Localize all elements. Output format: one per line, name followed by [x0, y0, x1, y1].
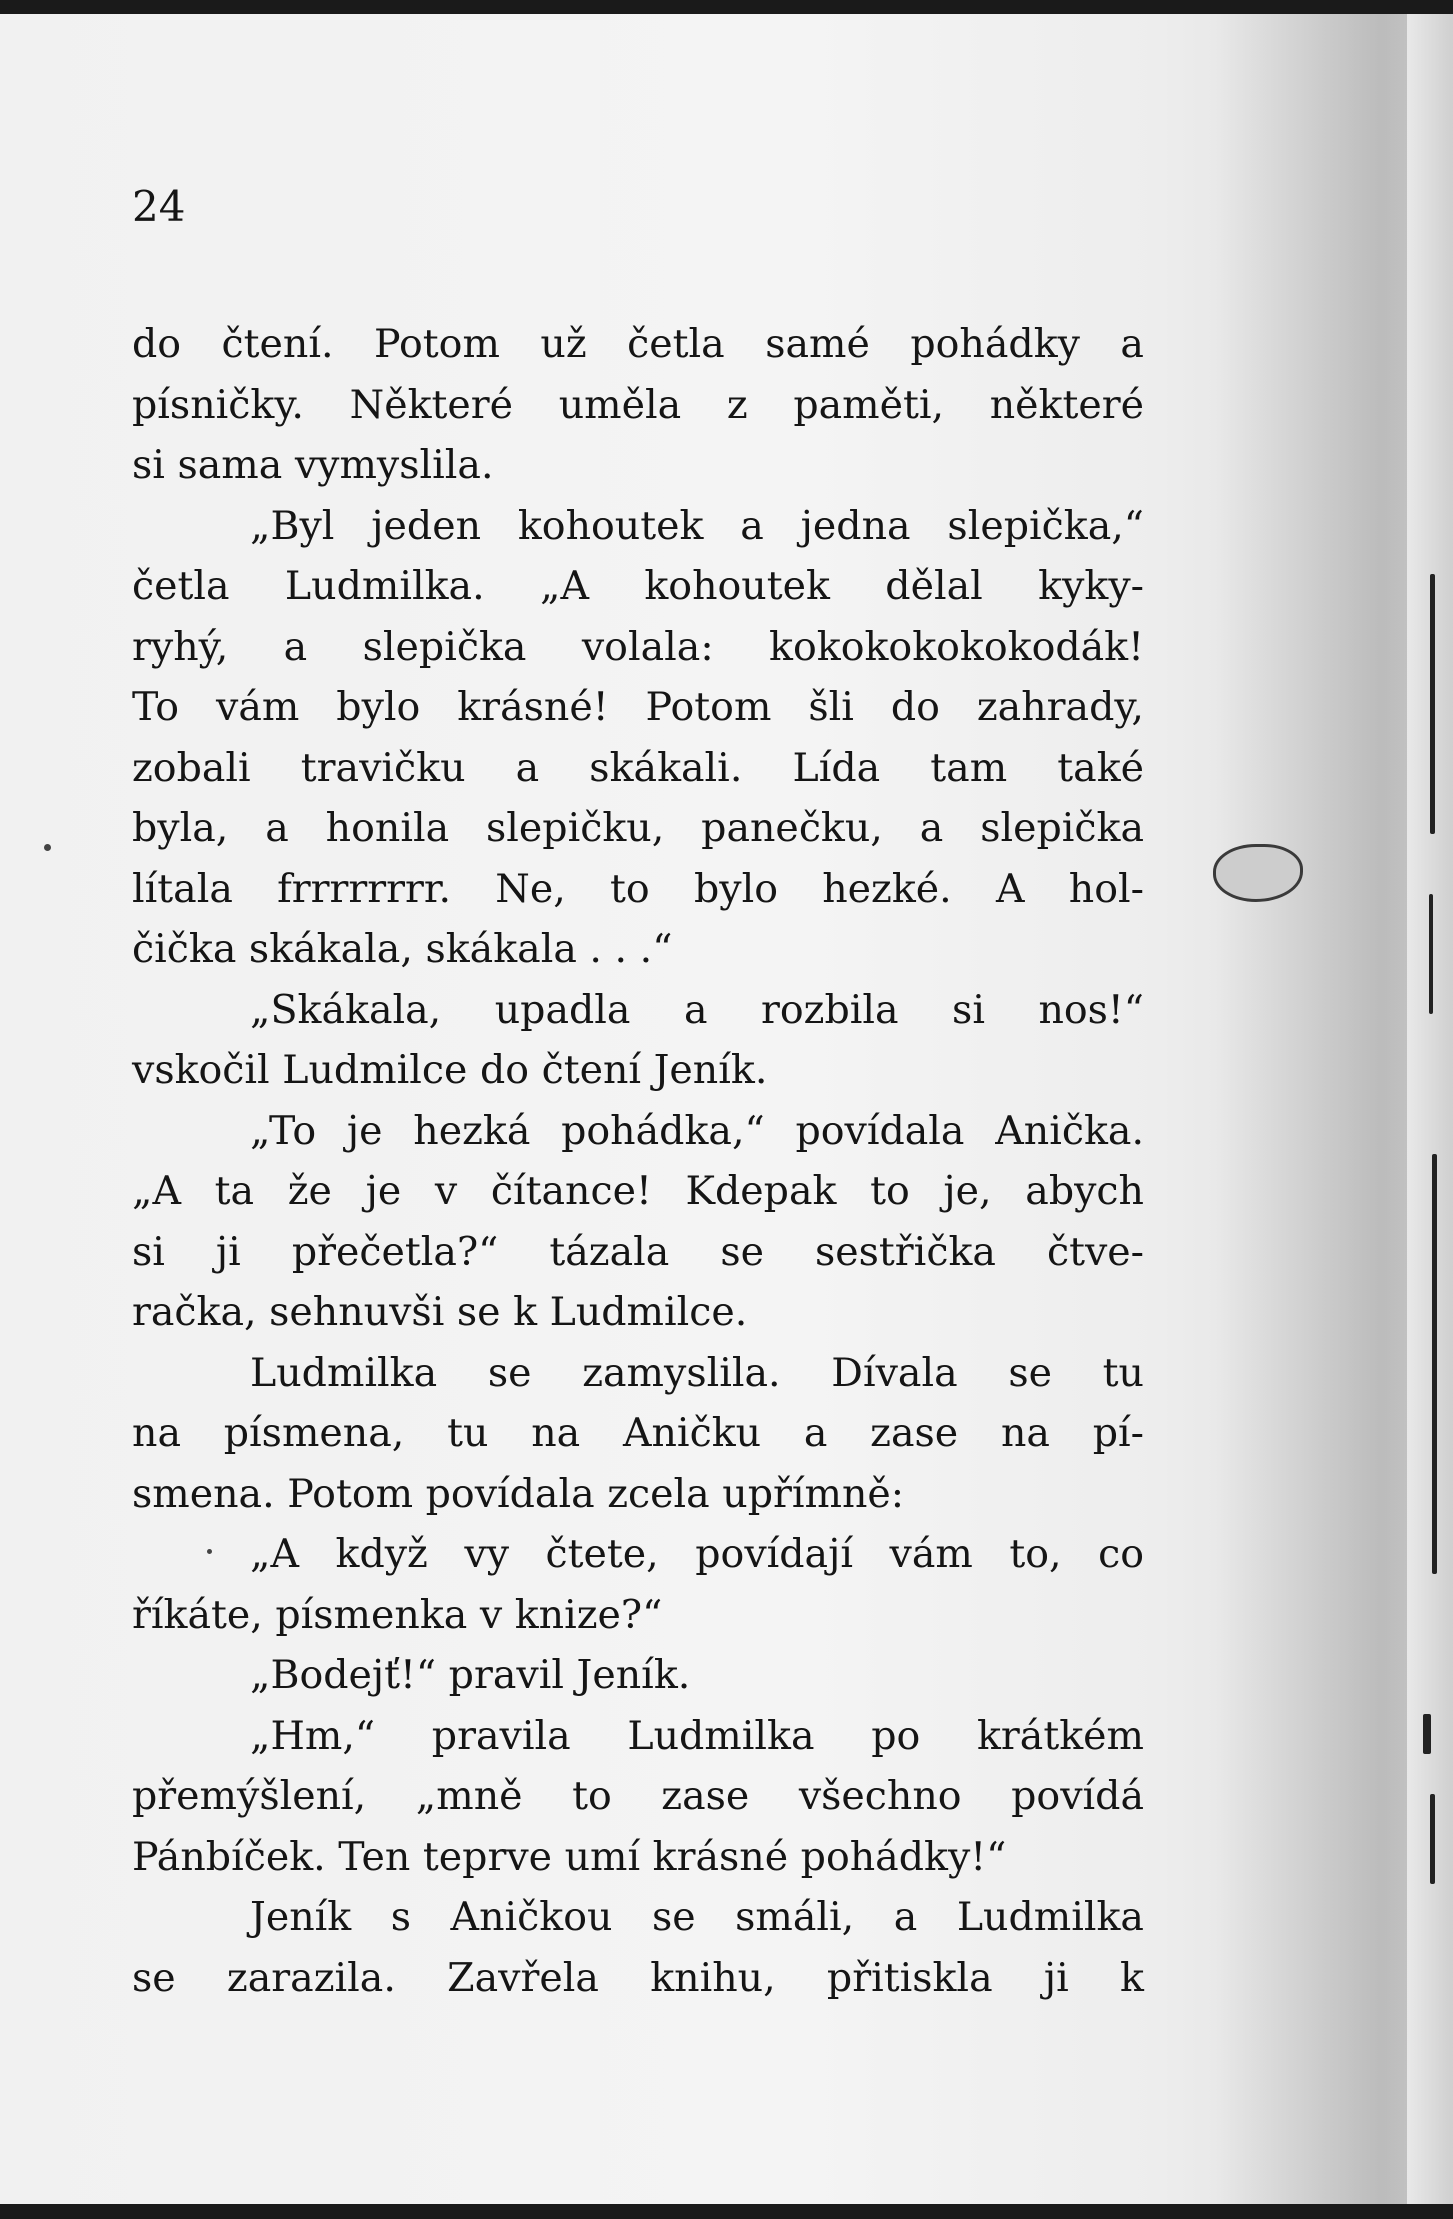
text-line: „Byl jeden kohoutek a jedna slepička,“ [250, 502, 1144, 549]
body-text [132, 314, 1144, 2008]
text-line: zobali travičku a skákali. Lída tam také [132, 744, 1144, 791]
text-line: Pánbíček. Ten teprve umí krásné pohádky!“ [132, 1833, 1007, 1880]
edge-mark [1430, 1794, 1435, 1884]
text-line: byla, a honila slepičku, panečku, a slepička [132, 805, 1144, 851]
text-line: přemýšlení, „mně to zase všechno povídá [132, 1773, 1144, 1819]
text-line: Jeník s Aničkou se smáli, a Ludmilka [250, 1894, 1144, 1940]
text-line: „Bodejť!“ pravil Jeník. [250, 1652, 691, 1698]
text-line: si ji přečetla?“ tázala se sestřička čtve- [132, 1228, 1144, 1275]
text-line: písničky. Některé uměla z paměti, některé [132, 381, 1144, 428]
edge-mark [1430, 574, 1435, 834]
text-line: na písmena, tu na Aničku a zase na pí- [132, 1410, 1144, 1456]
text-line: smena. Potom povídala zcela upřímně: [132, 1470, 905, 1517]
text-line: „A když vy čtete, povídají vám to, co [250, 1531, 1144, 1577]
text-line: „A ta že je v čítance! Kdepak to je, abych [132, 1168, 1144, 1214]
text-line: se zarazila. Zavřela knihu, přitiskla ji k [132, 1954, 1144, 2001]
text-line: Ludmilka se zamyslila. Dívala se tu [250, 1349, 1144, 1396]
page-number: 24 [132, 182, 186, 231]
text-line: „Skákala, upadla a rozbila si nos!“ [250, 986, 1144, 1033]
edge-mark [1423, 1714, 1431, 1754]
text-line: čička skákala, skákala . . .“ [132, 926, 673, 972]
text-line: do čtení. Potom už četla samé pohádky a [132, 321, 1144, 367]
speck [44, 844, 51, 851]
text-line: „To je hezká pohádka,“ povídala Anička. [250, 1107, 1144, 1154]
text-line: „Hm,“ pravila Ludmilka po krátkém [250, 1712, 1144, 1759]
edge-mark [1432, 1154, 1437, 1574]
edge-mark [1429, 894, 1433, 1014]
text-line: ryhý, a slepička volala: kokokokokokodák! [132, 623, 1144, 670]
text-line: četla Ludmilka. „A kohoutek dělal kyky- [132, 563, 1144, 609]
text-line: lítala frrrrrrrr. Ne, to bylo hezké. A hol- [132, 865, 1144, 912]
book-page [0, 14, 1453, 2204]
text-line: si sama vymyslila. [132, 442, 494, 488]
text-line: vskočil Ludmilce do čtení Jeník. [132, 1047, 768, 1093]
text-line: říkáte, písmenka v knize?“ [132, 1591, 663, 1638]
text-line: To vám bylo krásné! Potom šli do zahrady, [132, 684, 1144, 730]
text-line: račka, sehnuvši se k Ludmilce. [132, 1289, 748, 1335]
